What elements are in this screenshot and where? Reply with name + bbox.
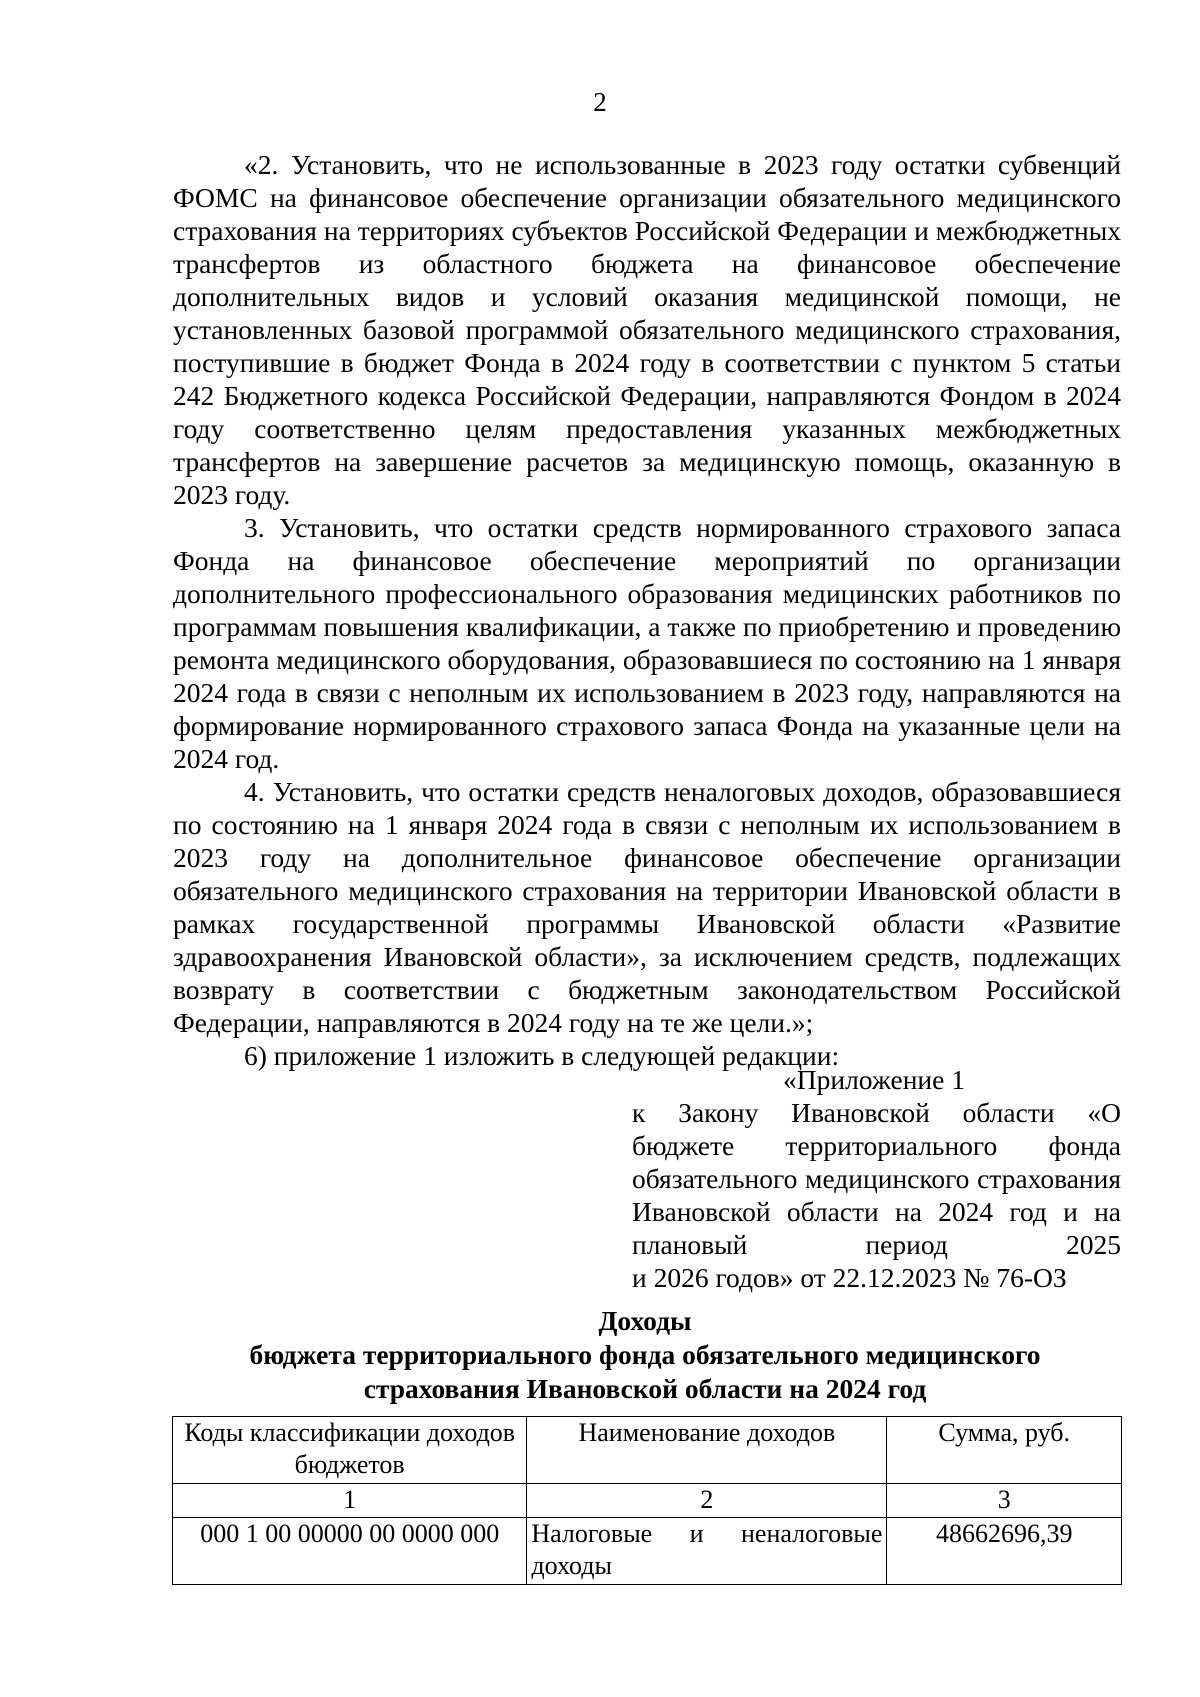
row-code: 000 1 00 00000 00 0000 000 [173, 1518, 527, 1585]
header-name: Наименование доходов [527, 1417, 887, 1484]
paragraph-6: 6) приложение 1 изложить в следующей редакции: [244, 1040, 840, 1071]
body-text [173, 148, 1121, 1072]
column-number-3: 3 [887, 1484, 1122, 1518]
annex-last-line: и 2026 годов» от 22.12.2023 № 76-ОЗ [632, 1262, 1067, 1293]
header-amount: Сумма, руб. [887, 1417, 1122, 1484]
heading-line-2: бюджета территориального фонда обязательного медицинского [249, 1339, 1041, 1370]
table-heading [0, 1304, 1200, 1406]
income-table [172, 1416, 1122, 1585]
table-header-row [173, 1417, 1122, 1484]
row-amount: 48662696,39 [887, 1518, 1122, 1585]
paragraph-2: «2. Установить, что не использованные в 2023 году остатки субвенций ФОМС на финансовое обеспечение организации обязательного медицинского страхования на территориях субъектов Российской Федерации и межбюджетных трансфертов из областного бюджета на финансовое обеспечение дополнительных видов и условий оказания медицинской помощи, не установленных базовой программой обязательного медицинского страхования, поступившие в бюджет Фонда в 2024 году в соответствии с пунктом 5 статьи 242 Бюджетного кодекса Российской Федерации, направляются Фондом в 2024 году соответственно целям предоставления указанных межбюджетных трансфертов на завершение расчетов за медицинскую помощь, оказанную в 2023 году. [173, 149, 1121, 510]
column-number-2: 2 [527, 1484, 887, 1518]
row-name-line-2: доходы [531, 1551, 612, 1580]
annex-body: к Закону Ивановской области «О бюджете территориального фонда обязательного медицинского страхования Ивановской области на 2024 год и на плановый период 2025 [632, 1097, 1121, 1260]
annex-reference [632, 1063, 1121, 1294]
page-number: 2 [593, 87, 607, 117]
column-number-row [173, 1484, 1122, 1518]
paragraph-3: 3. Установить, что остатки средств нормированного страхового запаса Фонда на финансовое обеспечение мероприятий по организации дополнительного профессионального образования медицинских работников по программам повышения квалификации, а также по приобретению и проведению ремонта медицинского оборудования, образовавшиеся по состоянию на 1 января 2024 года в связи с неполным их использованием в 2023 году, направляются на формирование нормированного страхового запаса Фонда на указанные цели на 2024 год. [173, 512, 1121, 774]
table-row [173, 1518, 1122, 1585]
header-codes: Коды классификации доходов бюджетов [173, 1417, 527, 1484]
heading-line-1: Доходы [598, 1305, 692, 1336]
column-number-1: 1 [173, 1484, 527, 1518]
heading-line-3: страхования Ивановской области на 2024 год [363, 1373, 927, 1404]
row-name-line-1: Налоговые и неналоговые [531, 1519, 883, 1548]
row-name [527, 1518, 887, 1585]
annex-title: «Приложение 1 [783, 1064, 965, 1095]
paragraph-4: 4. Установить, что остатки средств неналоговых доходов, образовавшиеся по состоянию на 1 января 2024 года в связи с неполным их использованием в 2023 году на дополнительное финансовое обеспечение организации обязательного медицинского страхования на территории Ивановской области в рамках государственной программы Ивановской области «Развитие здравоохранения Ивановской области», за исключением средств, подлежащих возврату в соответствии с бюджетным законодательством Российской Федерации, направляются в 2024 году на те же цели.»; [173, 776, 1121, 1038]
